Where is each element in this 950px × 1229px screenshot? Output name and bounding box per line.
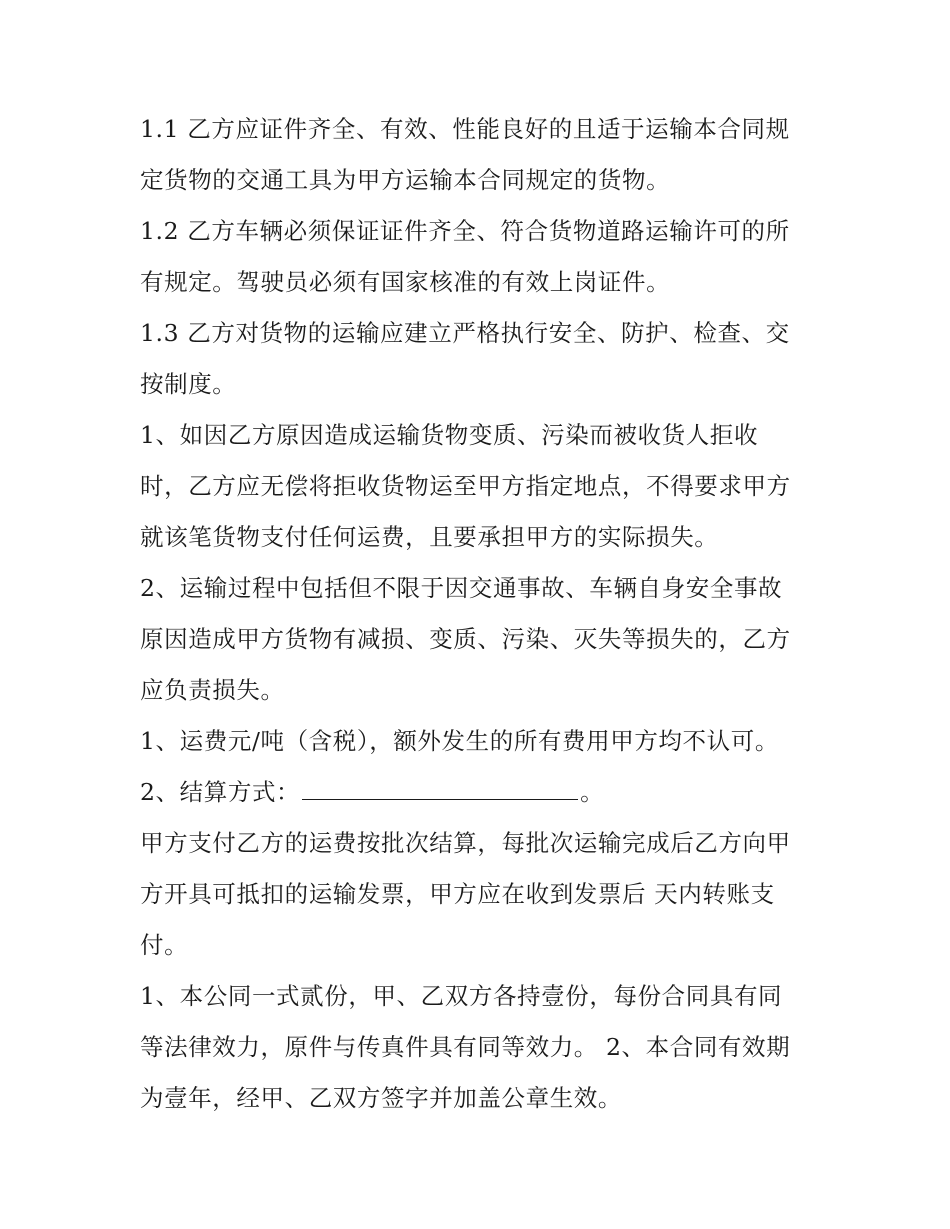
text-line: 时，乙方应无偿将拒收货物运至甲方指定地点，不得要求甲方 bbox=[140, 472, 791, 500]
text-line: 甲方支付乙方的运费按批次结算，每批次运输完成后乙方向甲 bbox=[140, 829, 791, 857]
text-line: 1、如因乙方原因造成运输货物变质、污染而被收货人拒收 bbox=[140, 421, 759, 449]
text-line: 1.2 乙方车辆必须保证证件齐全、符合货物道路运输许可的所 bbox=[140, 217, 790, 245]
text-line: 为壹年，经甲、乙双方签字并加盖公章生效。 bbox=[140, 1084, 622, 1112]
text-line: 方开具可抵扣的运输发票，甲方应在收到发票后 天内转账支 bbox=[140, 880, 775, 908]
text-line: 按制度。 bbox=[140, 370, 237, 398]
text-line: 付。 bbox=[140, 931, 189, 959]
text-line: 等法律效力，原件与传真件具有同等效力。 2、本合同有效期 bbox=[140, 1033, 791, 1061]
text-line: 原因造成甲方货物有减损、变质、污染、灭失等损失的，乙方 bbox=[140, 625, 791, 653]
text-line: 2、运输过程中包括但不限于因交通事故、车辆自身安全事故 bbox=[140, 574, 783, 602]
settlement-blank-field bbox=[302, 777, 578, 800]
text-line: 就该笔货物支付任何运费，且要承担甲方的实际损失。 bbox=[140, 523, 719, 551]
settlement-line bbox=[140, 767, 820, 818]
contract-body bbox=[140, 104, 820, 1124]
settlement-end: 。 bbox=[580, 778, 605, 806]
text-line: 1、本公同一式贰份，甲、乙双方各持壹份，每份合同具有同 bbox=[140, 982, 783, 1010]
text-line: 有规定。驾驶员必须有国家核准的有效上岗证件。 bbox=[140, 268, 671, 296]
text-line: 1、运费元/吨（含税），额外发生的所有费用甲方均不认可。 bbox=[140, 727, 779, 755]
text-line: 定货物的交通工具为甲方运输本合同规定的货物。 bbox=[140, 166, 671, 194]
settlement-label: 2、结算方式： bbox=[140, 778, 301, 806]
text-line: 1.1 乙方应证件齐全、有效、性能良好的且适于运输本合同规 bbox=[140, 115, 790, 143]
text-line: 应负责损失。 bbox=[140, 676, 285, 704]
text-line: 1.3 乙方对货物的运输应建立严格执行安全、防护、检查、交 bbox=[140, 319, 790, 347]
